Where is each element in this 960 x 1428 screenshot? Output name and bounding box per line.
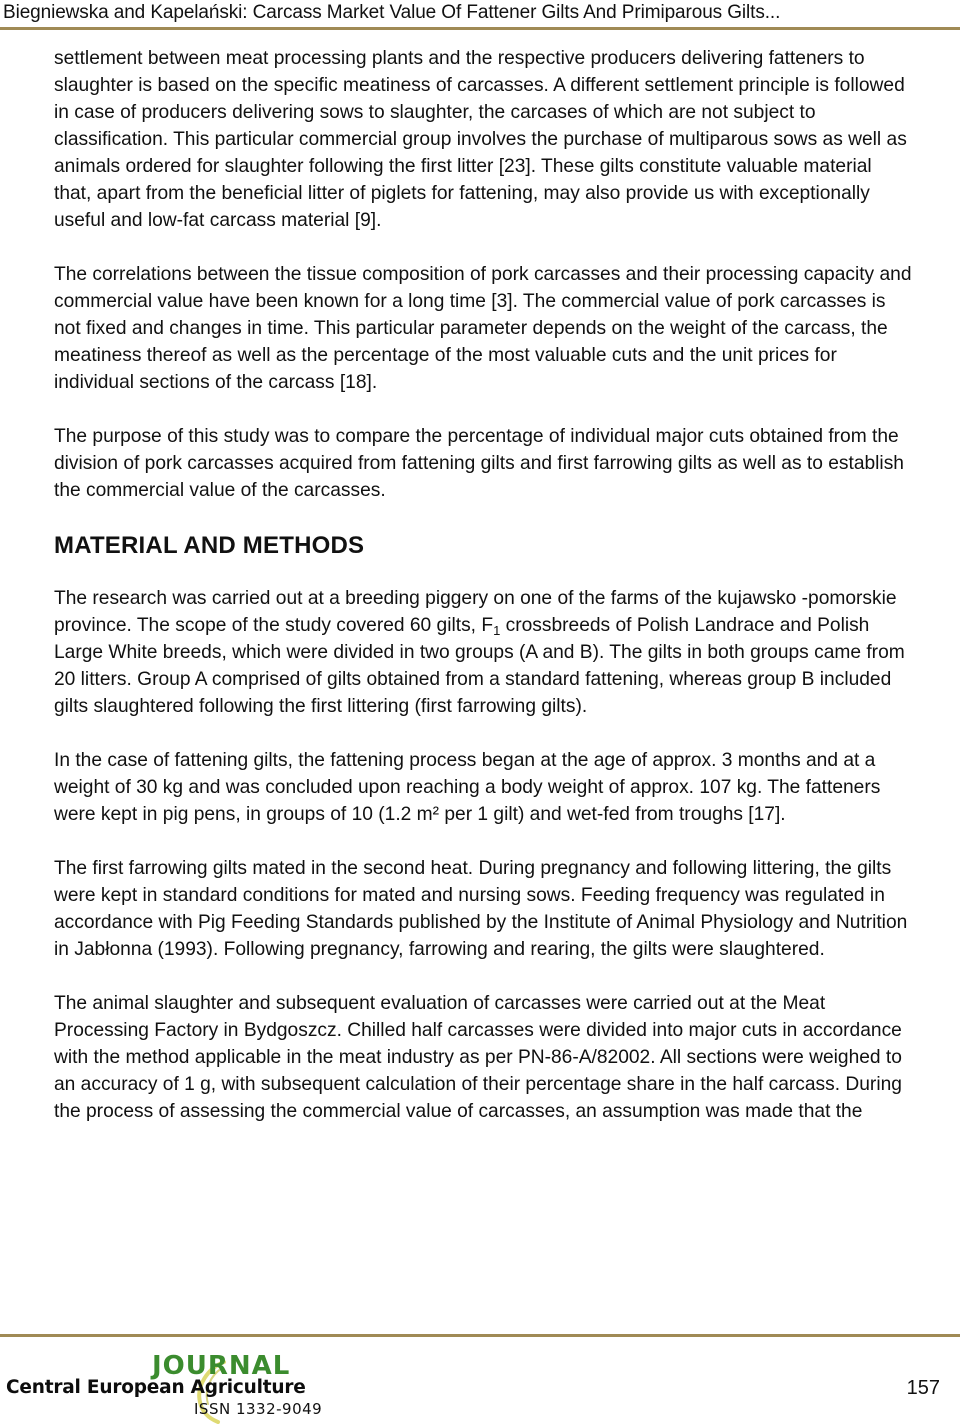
journal-logo-name: Central European Agriculture [6,1377,306,1398]
paragraph-6: The first farrowing gilts mated in the second heat. During pregnancy and following littering, the gilts were kept in standard conditions for mated and nursing sows. Feeding frequency was regulated in accordance with Pig Feeding Standards published by the Institute of Animal Physiology and Nutrition in Jabłonna (1993). Following pregnancy, farrowing and rearing, the gilts were slaughtered. [54,858,908,960]
header-rule [0,27,960,30]
section-heading: MATERIAL AND METHODS [54,532,365,559]
paragraph-4-part-b: crossbreeds of Polish Landrace and Polish Large White breeds, which were divided in two groups (A and B). The gilts in both groups came from 20 litters. Group A comprised of gilts obtained from a standard fattening, whereas group B included gilts slaughtered following the first littering (first farrowing gilts). [54,615,905,717]
paragraph-7: The animal slaughter and subsequent evaluation of carcasses were carried out at the Meat Processing Factory in Bydgoszcz. Chilled half carcasses were divided into major cuts in accordance with the method applicable in the meat industry as per PN-86-A/82002. All sections were weighed to an accuracy of 1 g, with subsequent calculation of their percentage share in the half carcass. During the process of assessing the commercial value of carcasses, an assumption was made that the [54,993,902,1122]
paragraph-1: settlement between meat processing plants and the respective producers delivering fatteners to slaughter is based on the specific meatiness of carcasses. A different settlement principle is followed in case of producers delivering sows to slaughter, the carcases of which are not subject to classification. This particular commercial group involves the purchase of multiparous sows as well as animals ordered for slaughter following the first litter [23]. These gilts constitute valuable material that, apart from the beneficial litter of piglets for fattening, may also provide us with exceptionally useful and low-fat carcass material [9]. [54,48,907,231]
footer-rule [0,1334,960,1337]
paragraph-4-part-a: The research was carried out at a breeding piggery on one of the farms of the kujawsko -pomorskie province. The scope of the study covered 60 gilts, F [54,588,897,636]
journal-logo-word: JOURNAL [152,1351,291,1381]
article-body [54,45,914,1125]
paragraph-4 [54,585,914,720]
running-header: Biegniewska and Kapelański: Carcass Market Value Of Fattener Gilts And Primiparous Gilts... [3,2,781,23]
paragraph-3: The purpose of this study was to compare the percentage of individual major cuts obtained from the division of pork carcasses acquired from fattening gilts and first farrowing gilts as well as to establish the commercial value of the carcasses. [54,426,904,501]
paragraph-5: In the case of fattening gilts, the fattening process began at the age of approx. 3 months and at a weight of 30 kg and was concluded upon reaching a body weight of approx. 107 kg. The fatteners were kept in pig pens, in groups of 10 (1.2 m² per 1 gilt) and wet-fed from troughs [17]. [54,750,881,825]
paragraph-2: The correlations between the tissue composition of pork carcasses and their processing capacity and commercial value have been known for a long time [3]. The commercial value of pork carcasses is not fixed and changes in time. This particular parameter depends on the weight of the carcass, the meatiness thereof as well as the percentage of the most valuable cuts and the unit prices for individual sections of the carcass [18]. [54,264,912,393]
page-number: 157 [906,1377,940,1399]
subscript-1: 1 [493,623,501,638]
journal-issn: ISSN 1332-9049 [194,1400,323,1418]
